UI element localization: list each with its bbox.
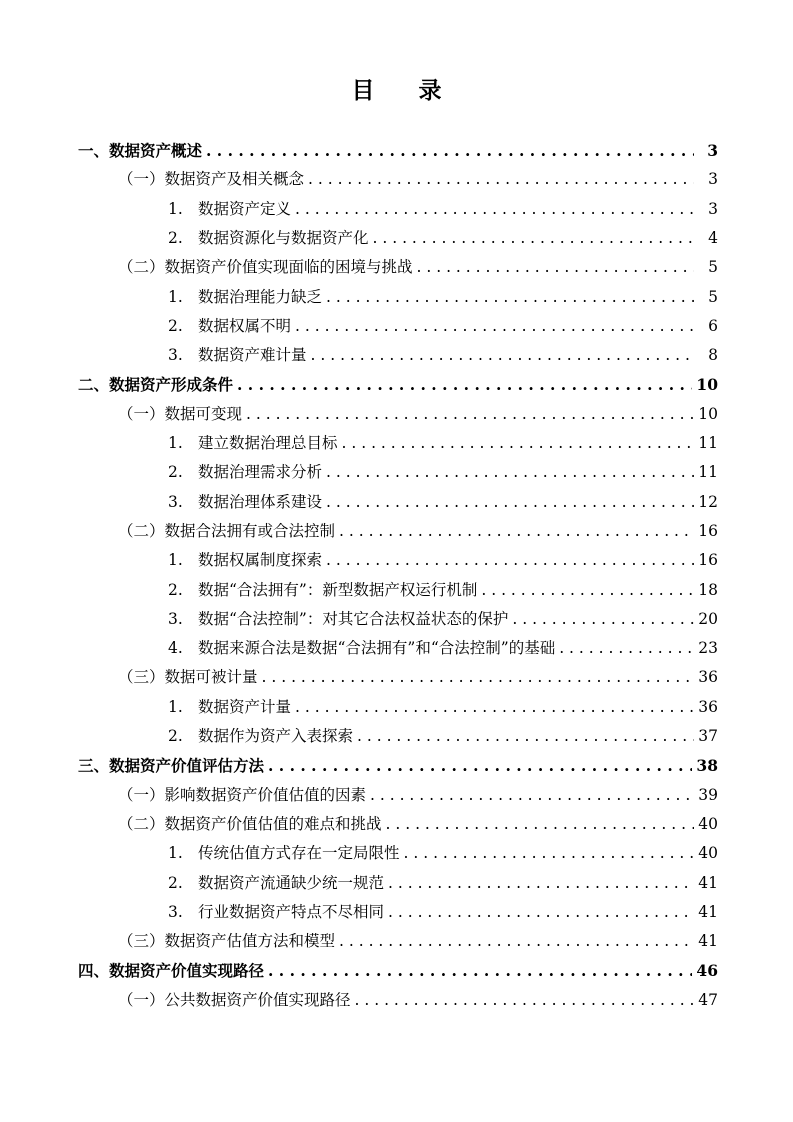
toc-entry-page-number: 46 bbox=[696, 961, 718, 981]
toc-entry-number: 3. bbox=[168, 346, 183, 365]
toc-dot-leader bbox=[237, 370, 692, 399]
toc-entry[interactable] bbox=[118, 253, 718, 282]
toc-entry-title: （二）数据资产价值实现面临的困境与挑战 bbox=[118, 258, 413, 277]
toc-dot-leader bbox=[326, 458, 694, 487]
toc-entry[interactable] bbox=[168, 634, 718, 663]
toc-dot-leader bbox=[388, 869, 694, 898]
toc-entry-number: 1. bbox=[168, 199, 183, 218]
toc-entry[interactable] bbox=[168, 546, 718, 575]
toc-entry-title: 数据治理需求分析 bbox=[198, 463, 323, 482]
toc-entry-page-number: 41 bbox=[698, 873, 718, 892]
toc-entry-page-number: 3 bbox=[708, 199, 718, 218]
toc-entry[interactable] bbox=[168, 312, 718, 341]
toc-dot-leader bbox=[370, 781, 694, 810]
toc-dot-leader bbox=[308, 165, 694, 194]
toc-entry-title: 数据资产流通缺少统一规范 bbox=[198, 873, 385, 892]
toc-dot-leader bbox=[295, 312, 694, 341]
toc-entry-number: 3. bbox=[168, 492, 183, 511]
toc-entry-title: 数据治理体系建设 bbox=[198, 492, 323, 511]
toc-entry-title: （一）影响数据资产价值估值的因素 bbox=[118, 785, 367, 804]
toc-entry-number: 2. bbox=[168, 873, 183, 892]
toc-entry-page-number: 11 bbox=[698, 463, 718, 482]
toc-entry-page-number: 40 bbox=[698, 814, 718, 833]
toc-entry-title: 数据资产定义 bbox=[198, 199, 292, 218]
toc-entry-title: 数据资源化与数据资产化 bbox=[198, 228, 369, 247]
toc-entry[interactable] bbox=[168, 224, 718, 253]
toc-entry-page-number: 18 bbox=[698, 580, 718, 599]
toc-entry[interactable] bbox=[168, 605, 718, 634]
toc-dot-leader bbox=[326, 283, 694, 312]
toc-entry[interactable] bbox=[118, 165, 718, 194]
toc-dot-leader bbox=[295, 693, 694, 722]
toc-entry-page-number: 6 bbox=[708, 316, 718, 335]
toc-entry-page-number: 41 bbox=[698, 932, 718, 951]
toc-entry[interactable] bbox=[118, 781, 718, 810]
toc-entry[interactable] bbox=[168, 693, 718, 722]
toc-entry[interactable] bbox=[78, 370, 718, 399]
toc-entry-title: 建立数据治理总目标 bbox=[198, 434, 338, 452]
toc-entry[interactable] bbox=[168, 195, 718, 224]
toc-dot-leader bbox=[326, 488, 694, 517]
toc-entry-number: 2. bbox=[168, 316, 183, 335]
toc-entry[interactable] bbox=[168, 283, 718, 312]
toc-entry-page-number: 8 bbox=[708, 346, 718, 365]
toc-dot-leader bbox=[339, 517, 694, 546]
toc-entry-page-number: 40 bbox=[698, 844, 718, 863]
toc-entry-title: 数据权属制度探索 bbox=[198, 551, 323, 570]
toc-entry[interactable] bbox=[78, 751, 718, 780]
toc-entry[interactable] bbox=[168, 341, 718, 370]
toc-entry-page-number: 41 bbox=[698, 902, 718, 921]
toc-entry[interactable] bbox=[78, 136, 718, 165]
toc-entry-number: 2. bbox=[168, 727, 183, 745]
toc-entry-page-number: 38 bbox=[696, 756, 718, 776]
toc-entry-title: 数据权属不明 bbox=[198, 316, 292, 335]
toc-entry[interactable] bbox=[168, 458, 718, 487]
toc-entry-number: 2. bbox=[168, 580, 183, 599]
toc-entry-page-number: 4 bbox=[708, 228, 718, 247]
toc-dot-leader bbox=[262, 663, 694, 692]
toc-entry[interactable] bbox=[168, 429, 718, 458]
toc-entry[interactable] bbox=[118, 400, 718, 429]
toc-dot-leader bbox=[339, 927, 694, 956]
toc-entry-title: （三）数据资产估值方法和模型 bbox=[118, 932, 336, 951]
toc-entry[interactable] bbox=[168, 576, 718, 605]
toc-entry-page-number: 11 bbox=[698, 434, 718, 452]
toc-entry-page-number: 20 bbox=[698, 609, 718, 628]
toc-entry-title: （一）数据资产及相关概念 bbox=[118, 170, 305, 189]
toc-entry-title: 数据资产计量 bbox=[198, 697, 292, 716]
toc-dot-leader bbox=[559, 634, 694, 663]
toc-entry-title: 三、数据资产价值评估方法 bbox=[78, 756, 265, 776]
toc-entry[interactable] bbox=[118, 517, 718, 546]
toc-dot-leader bbox=[268, 751, 692, 780]
toc-entry-page-number: 10 bbox=[696, 375, 718, 395]
toc-dot-leader bbox=[268, 956, 692, 985]
toc-entry-title: 一、数据资产概述 bbox=[78, 141, 203, 160]
toc-entry[interactable] bbox=[168, 839, 718, 868]
toc-entry-title: 传统估值方式存在一定局限性 bbox=[198, 844, 400, 863]
toc-entry-title: 行业数据资产特点不尽相同 bbox=[198, 902, 385, 921]
toc-title: 目 录 bbox=[351, 77, 460, 104]
toc-entry-page-number: 10 bbox=[698, 404, 718, 423]
toc-dot-leader bbox=[355, 986, 694, 1015]
toc-entry-page-number: 23 bbox=[698, 639, 718, 658]
toc-dot-leader bbox=[386, 810, 694, 839]
toc-entry-page-number: 3 bbox=[708, 170, 718, 189]
toc-entry-page-number: 47 bbox=[698, 990, 718, 1009]
toc-entry-number: 1. bbox=[168, 844, 183, 863]
toc-entry[interactable] bbox=[118, 810, 718, 839]
toc-entry-number: 1. bbox=[168, 287, 183, 306]
toc-entry-number: 2. bbox=[168, 463, 183, 482]
toc-entry-title: （三）数据可被计量 bbox=[118, 668, 258, 687]
toc-entry-title: （一）数据可变现 bbox=[118, 404, 243, 423]
toc-dot-leader bbox=[295, 195, 694, 224]
toc-entry[interactable] bbox=[118, 927, 718, 956]
toc-entry[interactable] bbox=[118, 986, 718, 1015]
toc-entry-page-number: 16 bbox=[698, 551, 718, 570]
toc-entry-title: （二）数据合法拥有或合法控制 bbox=[118, 521, 336, 540]
toc-entry-page-number: 39 bbox=[698, 785, 718, 804]
toc-entry-number: 3. bbox=[168, 609, 183, 628]
toc-dot-leader bbox=[512, 605, 694, 634]
toc-entry-title: 数据来源合法是数据“合法拥有”和“合法控制”的基础 bbox=[198, 639, 556, 658]
toc-entry-title: （一）公共数据资产价值实现路径 bbox=[118, 990, 351, 1009]
toc-dot-leader bbox=[417, 253, 694, 282]
toc-entry-page-number: 16 bbox=[698, 521, 718, 540]
toc-entry-title: 二、数据资产形成条件 bbox=[78, 375, 234, 395]
toc-entry-page-number: 3 bbox=[707, 141, 718, 160]
toc-entry-number: 2. bbox=[168, 228, 183, 247]
toc-dot-leader bbox=[481, 576, 694, 605]
toc-entry-page-number: 36 bbox=[698, 697, 718, 716]
toc-dot-leader bbox=[373, 224, 694, 253]
toc-entry-number: 1. bbox=[168, 697, 183, 716]
toc-entry-number: 4. bbox=[168, 639, 183, 658]
toc-entry-number: 1. bbox=[168, 551, 183, 570]
toc-entry-page-number: 5 bbox=[708, 258, 718, 277]
toc-entry-number: 3. bbox=[168, 902, 183, 921]
toc-entry-page-number: 5 bbox=[708, 287, 718, 306]
toc-entry-number: 1. bbox=[168, 434, 183, 452]
toc-entry[interactable] bbox=[118, 663, 718, 692]
toc-entry-page-number: 37 bbox=[698, 727, 718, 745]
toc-entry-page-number: 36 bbox=[698, 668, 718, 687]
toc-entry-title: 四、数据资产价值实现路径 bbox=[78, 961, 265, 981]
toc-entry[interactable] bbox=[168, 722, 718, 751]
toc-entry-page-number: 12 bbox=[698, 492, 718, 511]
toc-entry[interactable] bbox=[168, 898, 718, 927]
toc-dot-leader bbox=[342, 429, 694, 458]
toc-dot-leader bbox=[326, 546, 694, 575]
toc-dot-leader bbox=[357, 722, 694, 751]
toc-entry-title: 数据“合法控制”：对其它合法权益状态的保护 bbox=[198, 609, 509, 628]
toc-dot-leader bbox=[311, 341, 694, 370]
toc-dot-leader bbox=[388, 898, 694, 927]
toc-entry-title: （二）数据资产价值估值的难点和挑战 bbox=[118, 814, 382, 833]
toc-entry-title: 数据资产难计量 bbox=[198, 346, 307, 365]
toc-dot-leader bbox=[206, 136, 694, 165]
toc-entry[interactable] bbox=[168, 488, 718, 517]
toc-dot-leader bbox=[246, 400, 694, 429]
toc-entry-title: 数据作为资产入表探索 bbox=[198, 727, 354, 745]
toc-entry[interactable] bbox=[78, 956, 718, 985]
toc-entry[interactable] bbox=[168, 869, 718, 898]
toc-entry-title: 数据治理能力缺乏 bbox=[198, 287, 323, 306]
toc-entry-title: 数据“合法拥有”：新型数据产权运行机制 bbox=[198, 580, 478, 599]
toc-dot-leader bbox=[404, 839, 694, 868]
